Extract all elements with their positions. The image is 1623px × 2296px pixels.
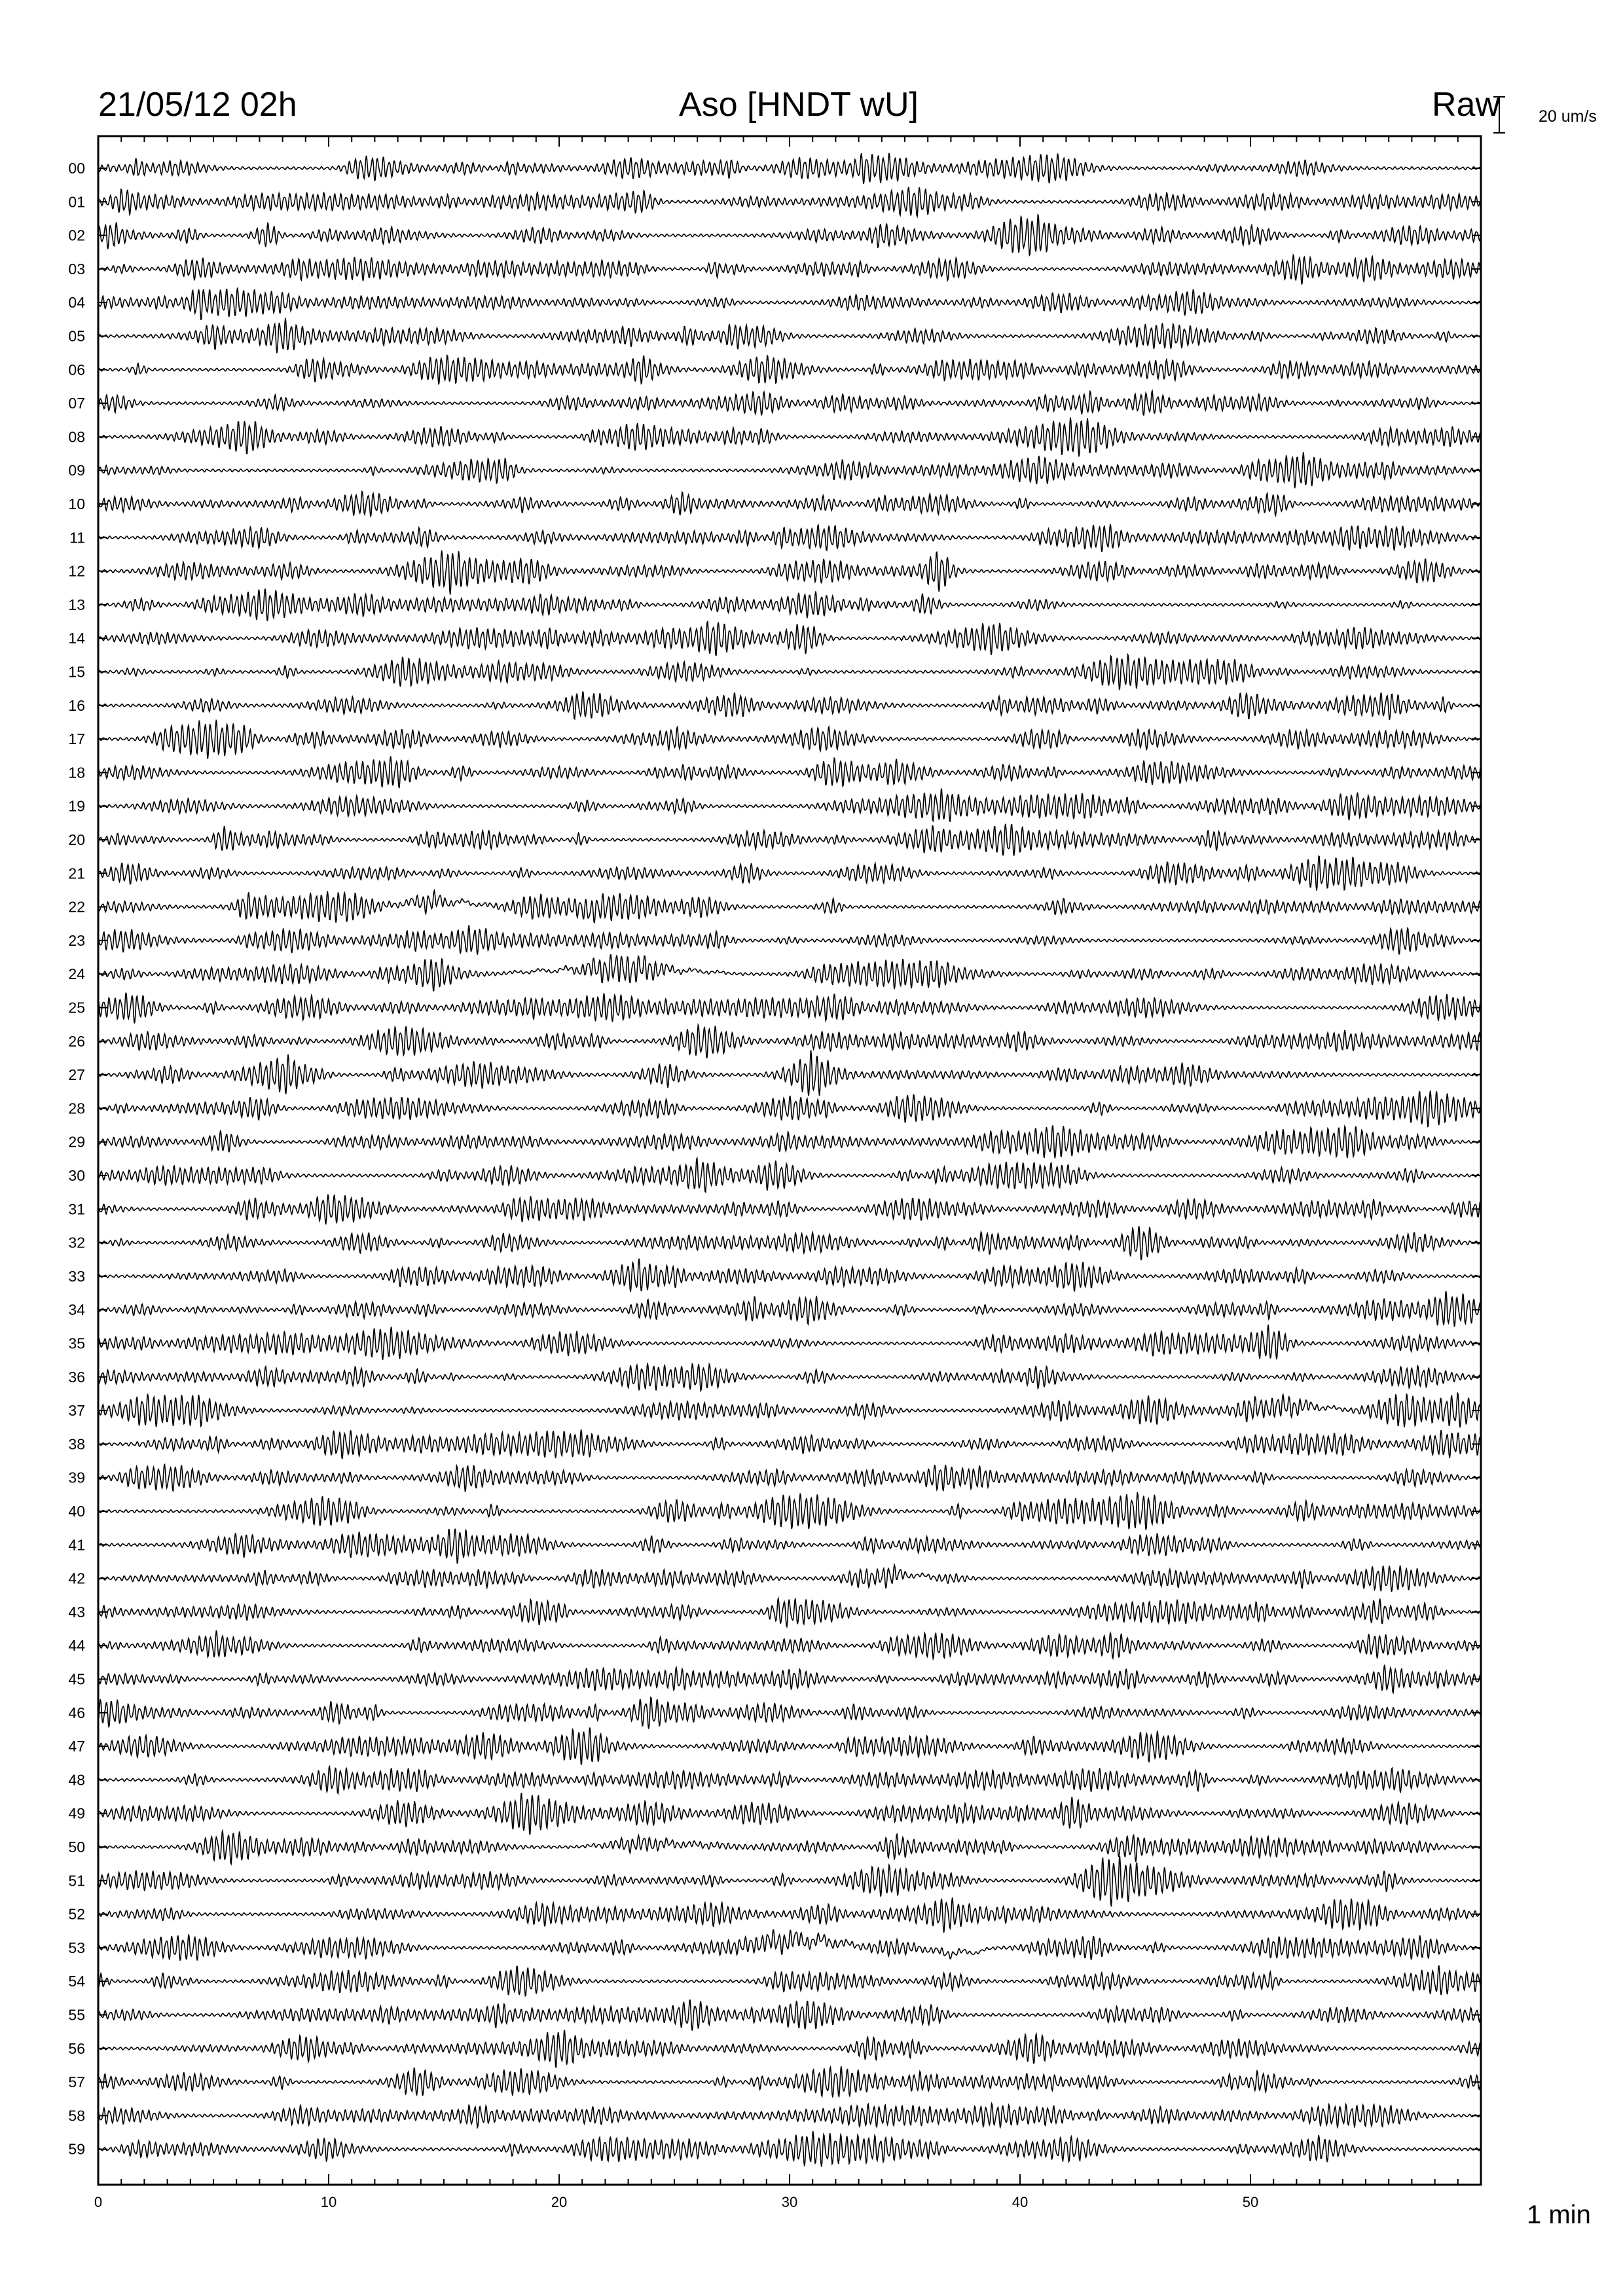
row-label: 26 (68, 1032, 85, 1050)
row-label: 50 (68, 1839, 85, 1856)
row-label: 34 (68, 1301, 85, 1319)
row-label: 09 (68, 461, 85, 479)
trace-row-09 (98, 452, 1481, 488)
row-label: 22 (68, 898, 85, 916)
trace-row-01 (98, 187, 1481, 217)
row-label: 07 (68, 395, 85, 412)
trace-row-05 (98, 318, 1481, 353)
row-label: 54 (68, 1973, 85, 1990)
row-label: 55 (68, 2006, 85, 2024)
row-label: 52 (68, 1905, 85, 1923)
x-tick-label: 30 (781, 2194, 798, 2210)
scale-bar-label: 20 um/s (1539, 107, 1597, 126)
trace-row-10 (98, 492, 1481, 516)
row-label: 33 (68, 1267, 85, 1285)
row-label: 27 (68, 1066, 85, 1084)
scale-bar (1493, 97, 1505, 133)
trace-row-48 (98, 1767, 1481, 1793)
row-label: 30 (68, 1167, 85, 1184)
row-label: 20 (68, 831, 85, 848)
row-label: 59 (68, 2140, 85, 2158)
x-tick-label: 10 (320, 2194, 337, 2210)
trace-row-37 (98, 1393, 1481, 1428)
trace-row-24 (98, 955, 1481, 991)
trace-row-50 (98, 1831, 1481, 1864)
trace-row-55 (98, 2000, 1481, 2031)
row-label: 41 (68, 1536, 85, 1554)
trace-row-54 (98, 1965, 1481, 1996)
x-tick-label: 40 (1012, 2194, 1029, 2210)
row-label: 28 (68, 1100, 85, 1117)
trace-row-23 (98, 925, 1481, 955)
trace-row-42 (98, 1565, 1481, 1592)
trace-row-11 (98, 524, 1481, 552)
row-label: 02 (68, 226, 85, 244)
trace-row-44 (98, 1630, 1481, 1659)
row-label: 16 (68, 696, 85, 714)
trace-row-30 (98, 1158, 1481, 1193)
trace-row-13 (98, 589, 1481, 622)
row-label: 53 (68, 1939, 85, 1956)
row-label: 39 (68, 1469, 85, 1486)
row-label: 04 (68, 294, 85, 312)
trace-row-17 (98, 720, 1481, 759)
row-label: 45 (68, 1670, 85, 1688)
row-label: 46 (68, 1704, 85, 1721)
trace-row-51 (98, 1856, 1481, 1907)
row-label: 08 (68, 428, 85, 446)
trace-row-59 (98, 2131, 1481, 2166)
trace-row-33 (98, 1259, 1481, 1292)
trace-row-53 (98, 1930, 1481, 1961)
row-label: 43 (68, 1603, 85, 1621)
row-label: 47 (68, 1738, 85, 1755)
trace-row-06 (98, 355, 1481, 384)
row-label: 13 (68, 596, 85, 613)
x-tick-label: 0 (94, 2194, 103, 2210)
trace-row-15 (98, 655, 1481, 689)
trace-row-22 (98, 891, 1481, 924)
x-axis-unit-label: 1 min (1527, 2200, 1591, 2229)
row-label: 11 (69, 529, 85, 547)
row-label: 32 (68, 1234, 85, 1251)
row-label: 31 (68, 1200, 85, 1218)
trace-row-58 (98, 2104, 1481, 2128)
row-label: 18 (68, 764, 85, 781)
row-label: 00 (68, 160, 85, 177)
row-label: 51 (68, 1872, 85, 1890)
trace-row-56 (98, 2030, 1481, 2068)
trace-row-08 (98, 418, 1481, 457)
mode-label: Raw (1431, 86, 1500, 124)
trace-row-03 (98, 255, 1481, 285)
row-label: 24 (68, 965, 85, 983)
row-label: 17 (68, 730, 85, 748)
trace-row-07 (98, 391, 1481, 416)
row-label: 23 (68, 931, 85, 949)
x-tick-label: 20 (551, 2194, 568, 2210)
row-label: 36 (68, 1368, 85, 1386)
row-label: 14 (68, 630, 85, 647)
trace-row-18 (98, 756, 1481, 788)
row-label: 56 (68, 2039, 85, 2057)
trace-row-40 (98, 1492, 1481, 1530)
row-label: 48 (68, 1771, 85, 1789)
trace-row-21 (98, 856, 1481, 891)
trace-row-16 (98, 692, 1481, 720)
trace-row-14 (98, 622, 1481, 655)
row-label: 19 (68, 797, 85, 815)
row-label: 37 (68, 1402, 85, 1420)
row-label: 25 (68, 999, 85, 1016)
trace-layer (98, 153, 1481, 2167)
trace-row-41 (98, 1529, 1481, 1564)
trace-row-31 (98, 1194, 1481, 1225)
trace-row-19 (98, 789, 1481, 821)
trace-row-38 (98, 1429, 1481, 1459)
row-label: 29 (68, 1133, 85, 1151)
row-label: 06 (68, 361, 85, 378)
row-label: 38 (68, 1435, 85, 1453)
trace-row-00 (98, 153, 1481, 184)
row-label: 15 (68, 663, 85, 681)
trace-row-04 (98, 288, 1481, 320)
row-label: 40 (68, 1503, 85, 1520)
station-title: Aso [HNDT wU] (679, 86, 919, 124)
trace-row-45 (98, 1665, 1481, 1693)
trace-row-26 (98, 1025, 1481, 1058)
row-label: 12 (68, 562, 85, 580)
trace-row-20 (98, 824, 1481, 856)
trace-row-34 (98, 1291, 1481, 1327)
x-tick-label: 50 (1242, 2194, 1259, 2210)
row-label: 57 (68, 2073, 85, 2091)
row-label: 05 (68, 327, 85, 345)
trace-row-49 (98, 1793, 1481, 1835)
trace-row-57 (98, 2066, 1481, 2097)
trace-row-36 (98, 1363, 1481, 1391)
record-datetime: 21/05/12 02h (98, 86, 297, 124)
row-label: 35 (68, 1335, 85, 1352)
trace-row-32 (98, 1226, 1481, 1260)
trace-row-52 (98, 1897, 1481, 1933)
trace-row-29 (98, 1126, 1481, 1158)
row-label: 42 (68, 1570, 85, 1587)
trace-row-46 (98, 1697, 1481, 1729)
row-label: 01 (68, 193, 85, 211)
trace-row-02 (98, 215, 1481, 255)
row-label: 58 (68, 2107, 85, 2125)
row-label: 21 (68, 865, 85, 882)
row-label: 44 (68, 1637, 85, 1655)
trace-row-47 (98, 1728, 1481, 1765)
row-label: 10 (68, 495, 85, 512)
trace-row-25 (98, 993, 1481, 1024)
row-label: 03 (68, 260, 85, 278)
trace-row-35 (98, 1325, 1481, 1360)
row-label: 49 (68, 1804, 85, 1822)
trace-row-43 (98, 1598, 1481, 1626)
trace-row-12 (98, 550, 1481, 594)
plot-frame (98, 136, 1481, 2185)
trace-row-28 (98, 1090, 1481, 1126)
trace-row-39 (98, 1465, 1481, 1492)
trace-row-27 (98, 1050, 1481, 1096)
